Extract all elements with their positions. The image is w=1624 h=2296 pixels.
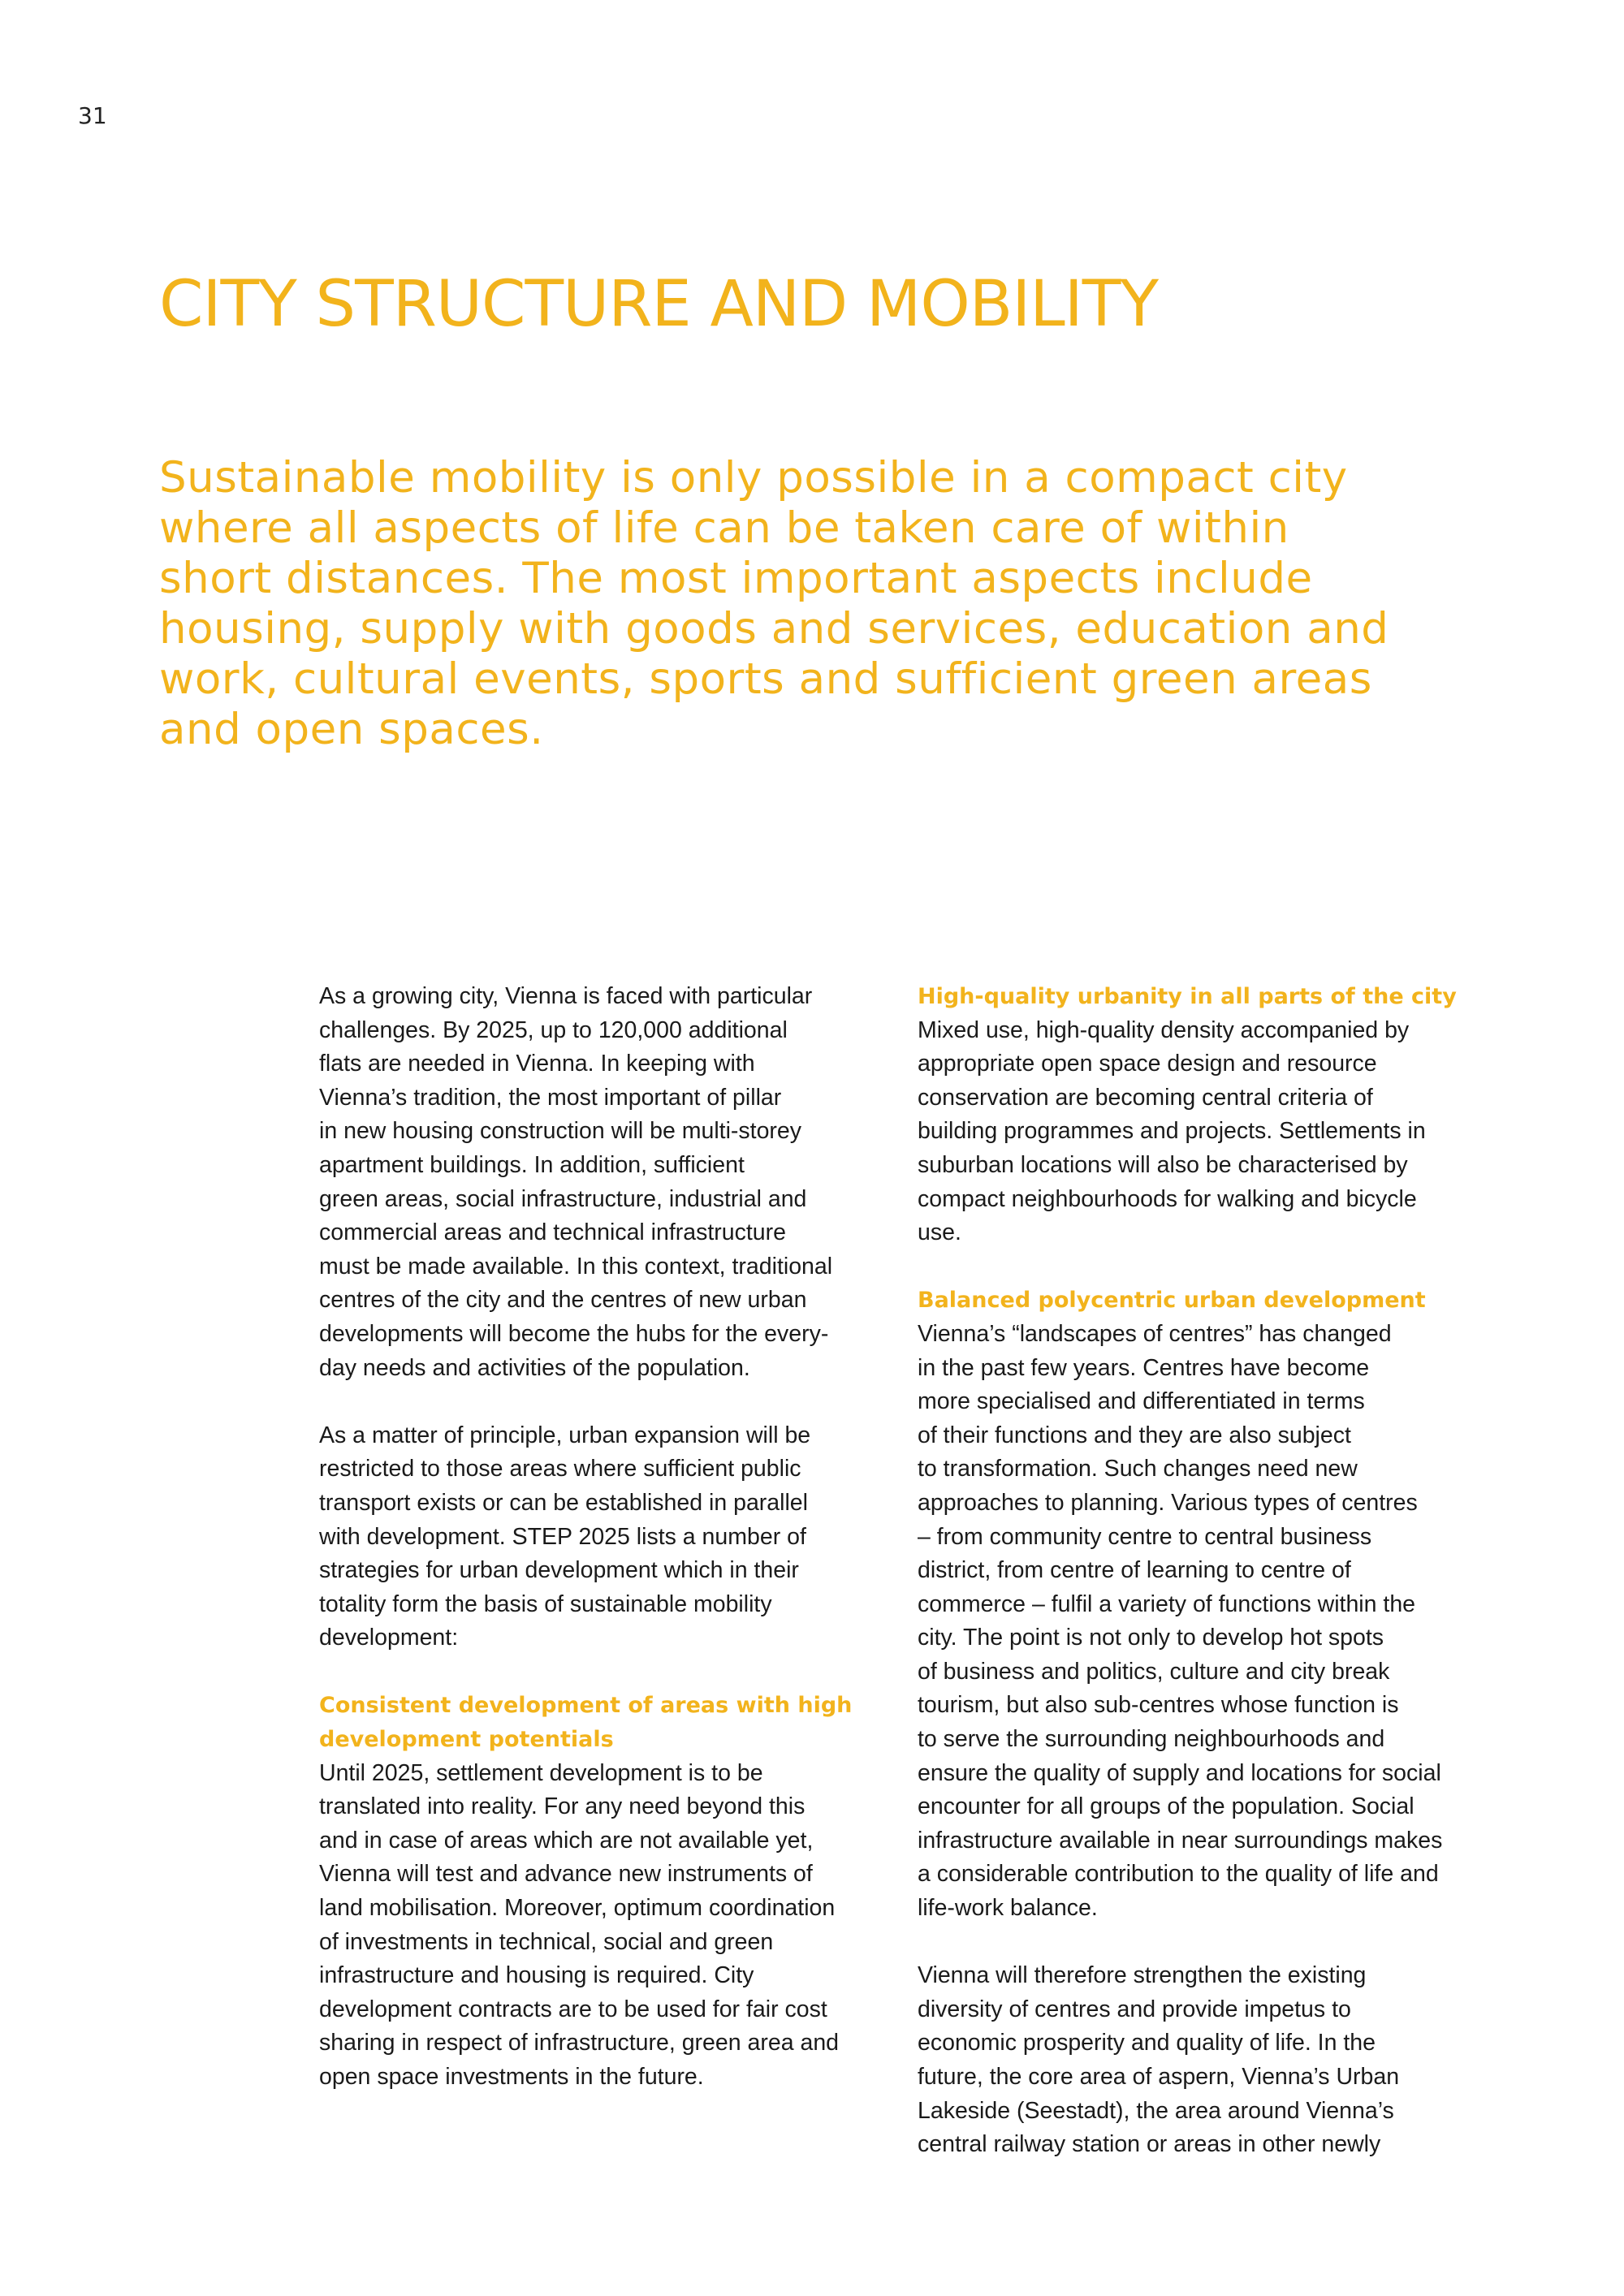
text-line: infrastructure available in near surroundings makes (918, 1827, 1443, 1854)
text-line: must be made available. In this context, traditional (319, 1253, 833, 1280)
text-line: ensure the quality of supply and locations for social (918, 1759, 1441, 1786)
text-line: in new housing construction will be multi-storey (319, 1118, 802, 1145)
lead-line: housing, supply with goods and services, education and (159, 604, 1389, 654)
text-line: As a matter of principle, urban expansion will be (319, 1422, 811, 1448)
text-line: building programmes and projects. Settlements in (918, 1118, 1426, 1145)
text-line: approaches to planning. Various types of centres (918, 1489, 1418, 1516)
right-paragraph-2 (918, 1318, 1486, 1926)
text-line: flats are needed in Vienna. In keeping with (319, 1051, 755, 1077)
text-line: Lakeside (Seestadt), the area around Vienna’s (918, 2097, 1394, 2124)
text-line: Vienna will therefore strengthen the existing (918, 1962, 1367, 1989)
text-line: translated into reality. For any need beyond this (319, 1793, 806, 1820)
section-heading-line: Consistent development of areas with high (319, 1693, 853, 1719)
text-line: strategies for urban development which in their (319, 1557, 799, 1584)
lead-line: and open spaces. (159, 705, 544, 754)
lead-paragraph (159, 453, 1426, 755)
text-line: to serve the surrounding neighbourhoods and (918, 1726, 1385, 1753)
section-heading: Balanced polycentric urban development (918, 1288, 1426, 1314)
text-line: conservation are becoming central criteria of (918, 1084, 1373, 1111)
text-line: totality form the basis of sustainable mobility (319, 1590, 772, 1617)
text-line: city. The point is not only to develop hot spots (918, 1625, 1384, 1651)
text-line: of investments in technical, social and green (319, 1928, 774, 1955)
right-paragraph-3 (918, 1959, 1486, 2162)
text-line: centres of the city and the centres of new urban (319, 1287, 807, 1314)
text-line: transport exists or can be established in parallel (319, 1489, 808, 1516)
text-line: Vienna will test and advance new instruments of (319, 1861, 813, 1888)
text-line: land mobilisation. Moreover, optimum coordination (319, 1895, 836, 1922)
text-line: Mixed use, high-quality density accompanied by (918, 1016, 1410, 1043)
paragraph-gap (319, 1385, 888, 1419)
paragraph-gap (319, 1655, 888, 1690)
text-line: development contracts are to be used for fair cost (319, 1996, 827, 2022)
text-line: infrastructure and housing is required. City (319, 1962, 754, 1989)
text-line: encounter for all groups of the population. Social (918, 1793, 1415, 1820)
right-column (918, 980, 1486, 2162)
text-line: development: (319, 1625, 459, 1651)
text-line: commercial areas and technical infrastructure (319, 1219, 786, 1246)
left-paragraph-1 (319, 980, 888, 1385)
text-line: diversity of centres and provide impetus to (918, 1996, 1351, 2022)
text-line: more specialised and differentiated in terms (918, 1388, 1365, 1415)
text-line: life-work balance. (918, 1895, 1098, 1922)
paragraph-gap (918, 1250, 1486, 1284)
lead-line: Sustainable mobility is only possible in a compact city (159, 453, 1348, 503)
text-line: a considerable contribution to the quality of life and (918, 1861, 1439, 1888)
section-heading-line: development potentials (319, 1727, 614, 1753)
text-line: As a growing city, Vienna is faced with particular (319, 983, 813, 1009)
left-column (319, 980, 888, 2095)
lead-line: where all aspects of life can be taken care of within (159, 503, 1289, 553)
text-line: economic prosperity and quality of life. In the (918, 2030, 1376, 2056)
text-line: apartment buildings. In addition, sufficient (319, 1151, 745, 1178)
text-line: – from community centre to central business (918, 1523, 1372, 1550)
text-line: of business and politics, culture and city break (918, 1658, 1390, 1685)
right-paragraph-1 (918, 1014, 1486, 1250)
left-paragraph-3 (319, 1757, 888, 2095)
lead-line: work, cultural events, sports and sufficient green areas (159, 654, 1372, 704)
text-line: central railway station or areas in other newly (918, 2131, 1381, 2158)
text-line: use. (918, 1219, 961, 1246)
left-paragraph-2 (319, 1419, 888, 1655)
text-line: day needs and activities of the population. (319, 1354, 750, 1381)
text-line: in the past few years. Centres have become (918, 1354, 1370, 1381)
text-line: challenges. By 2025, up to 120,000 additional (319, 1016, 788, 1043)
text-line: developments will become the hubs for the every- (319, 1320, 829, 1347)
lead-line: short distances. The most important aspects include (159, 554, 1313, 603)
left-section-heading (319, 1689, 888, 1756)
text-line: with development. STEP 2025 lists a number of (319, 1523, 806, 1550)
text-line: suburban locations will also be characterised by (918, 1151, 1408, 1178)
text-line: to transformation. Such changes need new (918, 1456, 1358, 1482)
page-title: CITY STRUCTURE AND MOBILITY (159, 268, 1158, 341)
text-line: appropriate open space design and resource (918, 1051, 1377, 1077)
text-line: of their functions and they are also subject (918, 1422, 1351, 1448)
text-line: Vienna’s tradition, the most important of pillar (319, 1084, 782, 1111)
text-line: green areas, social infrastructure, industrial and (319, 1185, 807, 1212)
text-line: compact neighbourhoods for walking and bicycle (918, 1185, 1417, 1212)
page-number: 31 (78, 102, 107, 129)
text-line: future, the core area of aspern, Vienna’s Urban (918, 2064, 1400, 2090)
text-line: commerce – fulfil a variety of functions within the (918, 1590, 1416, 1617)
text-line: open space investments in the future. (319, 2064, 704, 2090)
text-line: sharing in respect of infrastructure, green area and (319, 2030, 840, 2056)
paragraph-gap (918, 1926, 1486, 1960)
text-line: Vienna’s “landscapes of centres” has changed (918, 1320, 1392, 1347)
text-line: district, from centre of learning to centre of (918, 1557, 1351, 1584)
text-line: restricted to those areas where sufficient public (319, 1456, 801, 1482)
text-line: Until 2025, settlement development is to be (319, 1759, 763, 1786)
section-heading: High-quality urbanity in all parts of the city (918, 984, 1457, 1009)
text-line: and in case of areas which are not available yet, (319, 1827, 814, 1854)
text-line: tourism, but also sub-centres whose function is (918, 1692, 1399, 1719)
